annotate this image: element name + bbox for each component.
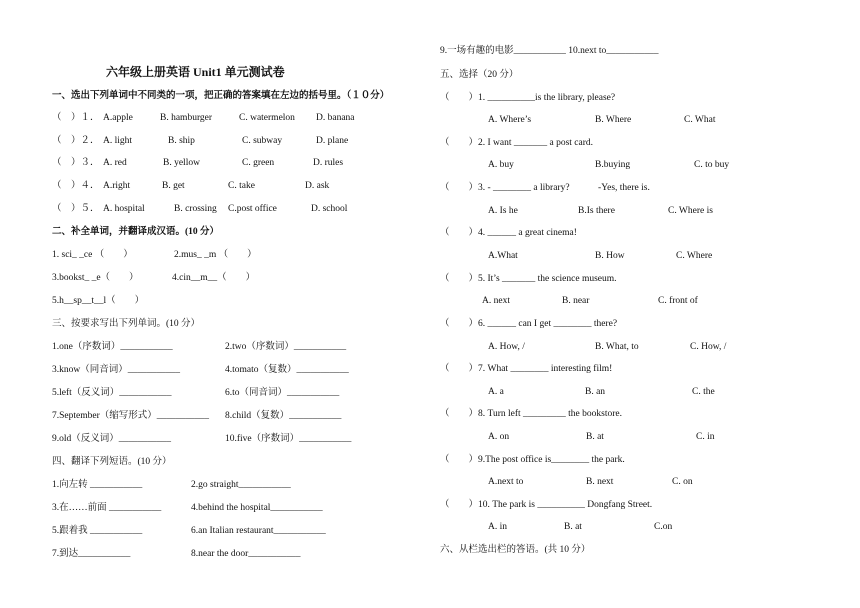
phrase-item: 8.near the door___________ [191,549,301,559]
item-number: （ ）２． [52,136,100,146]
option-a: A.apple [103,113,133,123]
option-c: C. in [696,432,715,442]
question-text: （ ）8. Turn left _________ the bookstore. [440,409,622,419]
option-d: D. banana [316,113,355,123]
question-text: （ ）10. The park is __________ Dongfang Street. [440,500,653,510]
option-a: A. light [103,136,133,146]
phrase-item-continued: 9.一场有趣的电影___________ 10.next to___________ [440,46,659,56]
option-a: A. How, / [488,342,525,352]
item-number: （ ）４． [52,181,100,191]
question-text: （ ）3. - ________ a library? -Yes, there is. [440,183,650,193]
option-b: B. near [562,296,590,306]
option-c: C. on [672,477,693,487]
question-text: （ ）1. __________is the library, please? [440,93,616,103]
option-b: B. next [586,477,614,487]
option-c: C. the [692,387,715,397]
phrase-item: 4.behind the hospital___________ [191,503,323,513]
option-d: D. plane [316,136,349,146]
option-b: B. yellow [163,158,200,168]
phrase-item: 1.向左转 ___________ [52,480,143,490]
option-a: A.What [488,251,518,261]
section4-heading: 四、翻译下列短语。(10 分） [52,457,172,467]
option-a: A.next to [488,477,524,487]
question-text: （ ）9.The post office is________ the park. [440,455,625,465]
fill-word-item: 2.mus_ _m （ ） [174,250,257,260]
option-c: C. subway [242,136,283,146]
question-text: （ ）5. It’s _______ the science museum. [440,274,617,284]
option-b: B. get [162,181,185,191]
option-a: A. red [103,158,127,168]
option-c: C. What [684,115,716,125]
option-b: B. an [585,387,606,397]
phrase-item: 6.an Italian restaurant___________ [191,526,326,536]
option-a: A. buy [488,160,514,170]
option-c: C.post office [228,204,277,214]
section2-heading: 二、补全单词，并翻译成汉语。(10 分） [52,227,220,237]
option-d: D. rules [313,158,344,168]
option-c: C. to buy [694,160,730,170]
item-number: （ ）１． [52,113,100,123]
option-b: B. What, to [595,342,639,352]
word-task-item: 7.September（缩写形式）___________ [52,411,210,421]
word-task-item: 9.old（反义词）___________ [52,434,172,444]
option-c: C. Where is [668,206,713,216]
option-d: D. school [311,204,348,214]
phrase-item: 2.go straight___________ [191,480,291,490]
word-task-item: 4.tomato（复数）___________ [225,365,349,375]
section6-heading: 六、从栏选出栏的答语。(共 10 分） [440,545,591,555]
option-d: D. ask [305,181,330,191]
option-b: B. Where [595,115,632,125]
section3-heading: 三、按要求写出下列单词。(10 分） [52,319,201,329]
word-task-item: 3.know（同音词）___________ [52,365,180,375]
option-b: B. hamburger [160,113,213,123]
word-task-item: 8.child（复数）___________ [225,411,342,421]
option-c: C. How, / [690,342,727,352]
option-c: C. green [242,158,275,168]
option-c: C. Where [676,251,713,261]
option-a: A. a [488,387,504,397]
word-task-item: 6.to（同音词）___________ [225,388,340,398]
question-text: （ ）7. What ________ interesting film! [440,364,613,374]
option-a: A. on [488,432,510,442]
option-b: B. ship [168,136,195,146]
option-a: A. Where’s [488,115,532,125]
page-title: 六年级上册英语 Unit1 单元测试卷 [106,65,285,79]
phrase-item: 7.到达___________ [52,549,131,559]
section1-heading: 一、选出下列单词中不同类的一项，把正确的答案填在左边的括号里。（１０分） [52,91,390,101]
option-c: C. front of [658,296,698,306]
option-a: A.right [103,181,131,191]
word-task-item: 5.left（反义词）___________ [52,388,172,398]
option-c: C.on [654,522,673,532]
question-text: （ ）6. ______ can I get ________ there? [440,319,618,329]
fill-word-item: 3.bookst_ _e（ ） [52,273,139,283]
option-b: B. How [595,251,625,261]
fill-word-item: 4.cin__m__（ ） [172,273,256,283]
fill-word-item: 5.h__sp__t__l（ ） [52,296,145,306]
option-a: A. next [482,296,510,306]
option-a: A. hospital [103,204,145,214]
phrase-item: 5.跟着我 ___________ [52,526,143,536]
item-number: （ ）５． [52,204,100,214]
option-a: A. Is he [488,206,518,216]
word-task-item: 10.five（序数词）___________ [225,434,352,444]
option-a: A. in [488,522,507,532]
question-text: （ ）4. ______ a great cinema! [440,228,577,238]
option-c: C. watermelon [239,113,295,123]
question-text: （ ）2. I want _______ a post card. [440,138,594,148]
phrase-item: 3.在……前面 ___________ [52,503,162,513]
word-task-item: 2.two（序数词）___________ [225,342,347,352]
option-b: B.buying [595,160,631,170]
option-b: B. at [586,432,604,442]
option-c: C. take [228,181,255,191]
section5-heading: 五、选择（20 分） [440,70,519,80]
fill-word-item: 1. sci_ _ce （ ） [52,250,133,260]
option-b: B.Is there [578,206,615,216]
item-number: （ ）３． [52,158,100,168]
option-b: B. crossing [174,204,217,214]
option-b: B. at [564,522,582,532]
word-task-item: 1.one（序数词）___________ [52,342,173,352]
